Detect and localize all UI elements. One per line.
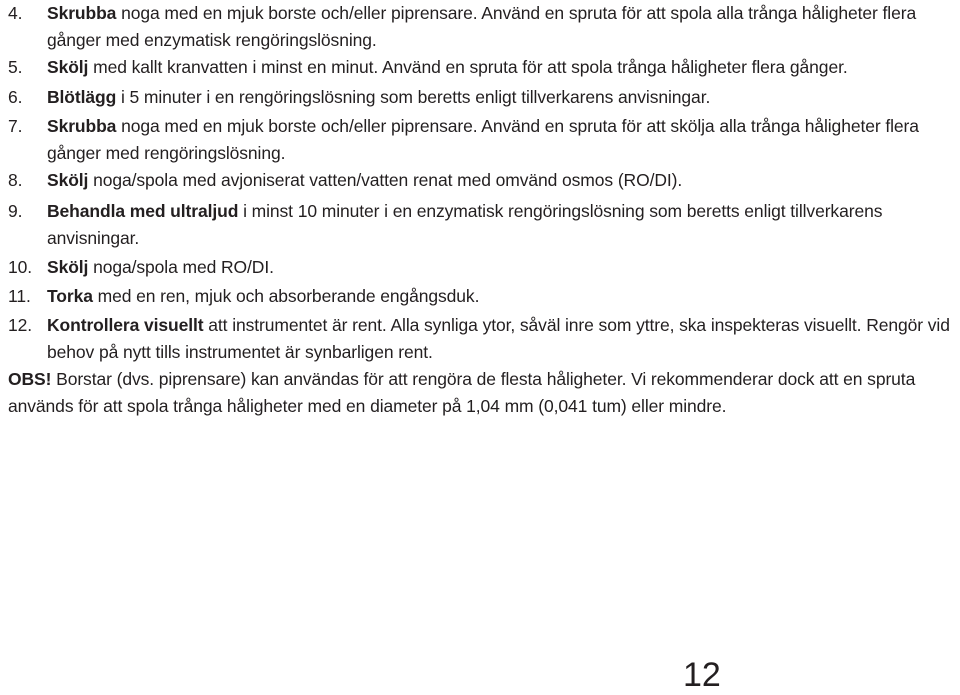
step-text	[47, 0, 952, 53]
step-description: noga/spola med avjoniserat vatten/vatten renat med omvänd osmos (RO/DI).	[88, 170, 683, 190]
step-text	[47, 312, 952, 365]
step-8	[8, 167, 952, 194]
step-text	[47, 198, 957, 251]
step-keyword: Kontrollera visuellt	[47, 315, 204, 335]
step-number: 8.	[8, 170, 23, 190]
step-number: 10.	[8, 257, 33, 277]
step-12	[8, 312, 952, 365]
step-number: 5.	[8, 57, 23, 77]
step-number: 7.	[8, 116, 23, 136]
step-keyword: Behandla med ultraljud	[47, 201, 239, 221]
step-number: 12.	[8, 315, 33, 335]
note-label: OBS!	[8, 369, 52, 389]
step-number: 11.	[8, 286, 31, 306]
step-text	[47, 84, 952, 111]
step-description: i 5 minuter i en rengöringslösning som beretts enligt tillverkarens anvisningar.	[116, 87, 711, 107]
step-description: noga/spola med RO/DI.	[88, 257, 274, 277]
note-paragraph	[8, 366, 928, 419]
step-description: noga med en mjuk borste och/eller piprensare. Använd en spruta för att skölja alla trånga håligheter flera gånger med rengöringslösning.	[47, 116, 919, 163]
step-text	[47, 283, 952, 310]
step-number: 9.	[8, 201, 23, 221]
step-keyword: Skölj	[47, 170, 89, 190]
step-keyword: Skölj	[47, 257, 89, 277]
step-keyword: Blötlägg	[47, 87, 117, 107]
step-text	[47, 113, 952, 166]
step-11	[8, 283, 952, 310]
step-text	[47, 254, 952, 281]
step-keyword: Torka	[47, 286, 93, 306]
step-description: med kallt kranvatten i minst en minut. Använd en spruta för att spola trånga håligheter flera gånger.	[88, 57, 848, 77]
page-number: 12	[683, 656, 721, 694]
step-text	[47, 167, 952, 194]
step-text	[47, 54, 952, 81]
step-number: 6.	[8, 87, 23, 107]
step-description: med en ren, mjuk och absorberande engångsduk.	[92, 286, 480, 306]
step-description: i minst 10 minuter i en enzymatisk rengöringslösning som beretts enligt tillverkarens anvisningar.	[47, 201, 883, 248]
step-description: noga med en mjuk borste och/eller piprensare. Använd en spruta för att spola alla trånga håligheter flera gånger med enzymatisk rengöringslösning.	[47, 3, 917, 50]
step-keyword: Skrubba	[47, 3, 117, 23]
step-description: att instrumentet är rent. Alla synliga ytor, såväl inre som yttre, ska inspekteras visuellt. Rengör vid behov på nytt tills instrumentet är synbarligen rent.	[47, 315, 950, 362]
step-keyword: Skrubba	[47, 116, 117, 136]
step-6	[8, 84, 952, 111]
step-keyword: Skölj	[47, 57, 89, 77]
step-9	[8, 198, 957, 251]
step-10	[8, 254, 952, 281]
step-5	[8, 54, 952, 81]
note-text: Borstar (dvs. piprensare) kan användas för att rengöra de flesta håligheter. Vi rekommenderar dock att en spruta används för att spola trånga håligheter med en diameter på 1,04 mm (0,041 tum) eller mindre.	[8, 369, 916, 416]
step-7	[8, 113, 952, 166]
step-number: 4.	[8, 3, 23, 23]
step-4	[8, 0, 952, 53]
